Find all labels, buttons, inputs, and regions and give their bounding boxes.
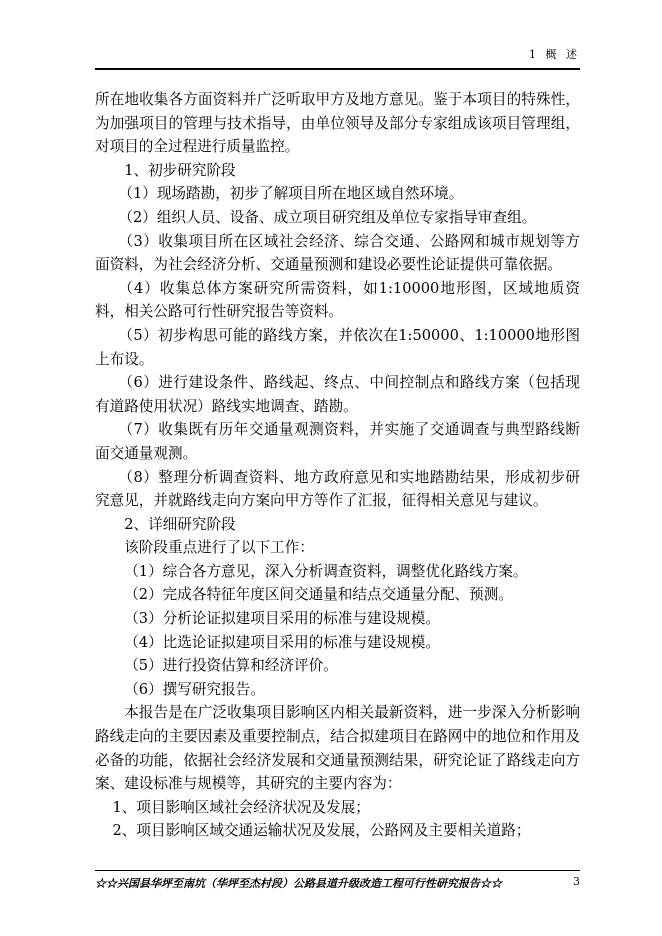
- list-item: （4）收集总体方案研究所需资料，如1:10000地形图，区域地质资料，相关公路可行性研究报告等资料。: [95, 279, 580, 321]
- list-item: （6）进行建设条件、路线起、终点、中间控制点和路线方案（包括现有道路使用状况）路线实地调查、踏勘。: [95, 374, 580, 415]
- section-heading-detailed: 2、详细研究阶段: [124, 515, 236, 533]
- paragraph-intro-continuation: 所在地收集各方面资料并广泛听取甲方及地方意见。鉴于本项目的特殊性，为加强项目的管理与技术指导，由单位领导及部分专家组成该项目管理组，对项目的全过程进行质量监控。: [95, 91, 580, 156]
- list-item: （1）综合各方意见，深入分析调查资料，调整优化路线方案。: [124, 562, 528, 580]
- list-item: （3）收集项目所在区域社会经济、综合交通、公路网和城市规划等方面资料，为社会经济分析、交通量预测和建设必要性论证提供可靠依据。: [95, 232, 580, 274]
- list-item: （3）分析论证拟建项目采用的标准与建设规模。: [124, 610, 440, 628]
- chapter-heading: 1 概 述: [529, 48, 580, 61]
- list-item: 2、项目影响区域交通运输状况及发展，公路网及主要相关道路；: [112, 822, 531, 840]
- list-item: 1、项目影响区域社会经济状况及发展；: [112, 798, 370, 816]
- page-number: 3: [573, 875, 580, 888]
- list-item: （6）撰写研究报告。: [124, 680, 265, 698]
- list-item: （7）收集既有历年交通量观测资料，并实施了交通调查与典型路线断面交通量观测。: [95, 421, 580, 462]
- paragraph-report-summary: 本报告是在广泛收集项目影响区内相关最新资料，进一步深入分析影响路线走向的主要因素及重要控制点，结合拟建项目在路网中的地位和作用及必备的功能，依据社会经济发展和交通量预测结果，研究论证了路线走向方案、建设标准与规模等，其研究的主要内容为：: [95, 704, 580, 793]
- page-footer: [95, 870, 580, 891]
- section-heading-preliminary: 1、初步研究阶段: [124, 161, 236, 179]
- page-header: [95, 46, 580, 70]
- list-item: （5）初步构思可能的路线方案，并依次在1:50000、1:10000地形图上布设。: [95, 326, 580, 368]
- document-body: [95, 88, 580, 843]
- report-title: ☆☆兴国县华坪至南坑（华坪至杰村段）公路县道升级改造工程可行性研究报告☆☆: [95, 877, 502, 890]
- list-item: （1）现场踏勘，初步了解项目所在地区域自然环境。: [118, 185, 464, 203]
- list-item: （5）进行投资估算和经济评价。: [124, 657, 338, 675]
- list-item: （2）完成各特征年度区间交通量和结点交通量分配、预测。: [124, 586, 513, 604]
- list-item: （8）整理分析调查资料、地方政府意见和实地踏勘结果，形成初步研究意见，并就路线走向方案向甲方等作了汇报，征得相关意见与建议。: [95, 468, 580, 510]
- paragraph-stage-intro: 该阶段重点进行了以下工作：: [124, 539, 314, 557]
- list-item: （4）比选论证拟建项目采用的标准与建设规模。: [124, 633, 440, 651]
- list-item: （2）组织人员、设备、成立项目研究组及单位专家指导审查组。: [118, 208, 537, 226]
